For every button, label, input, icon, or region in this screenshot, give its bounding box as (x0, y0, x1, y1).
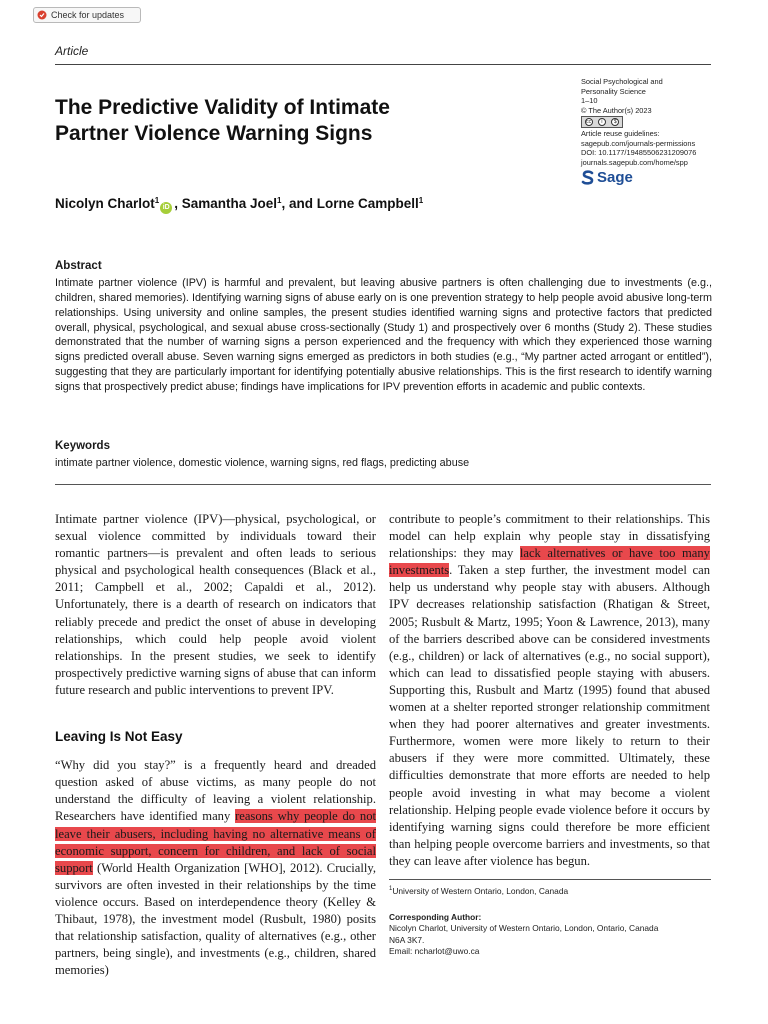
highlighted-text[interactable]: lack alternatives or have too many investments (389, 546, 710, 578)
journal-name-line-2: Personality Science (581, 86, 646, 96)
author-1-affil: 1 (154, 196, 160, 205)
noncommercial-icon: $ (611, 118, 619, 126)
abstract-divider (55, 484, 711, 485)
creative-commons-badge[interactable] (581, 116, 623, 128)
leaving-text-end: (World Health Organization [WHO], 2012). Crucially, survivors are often invested in their relationships by the time violence occurs. Based on interdependence theory (Kelley & Thibaut, 1978), the investment model (Rusbult, 1980) posits that relationship satisfaction, quality of alternatives (e.g., other partners, being single), and investments (e.g., children, shared memories) (55, 860, 376, 978)
body-column-right (389, 511, 710, 870)
corresponding-author-heading: Corresponding Author: (389, 912, 482, 923)
author-list (55, 196, 423, 214)
title-line-1: The Predictive Validity of Intimate (55, 96, 390, 119)
keywords-heading: Keywords (55, 440, 110, 452)
abstract-text: Intimate partner violence (IPV) is harmful and prevalent, but leaving abusive partners is often challenging due to investments (e.g., children, shared memories). Identifying warning signs of abuse early on is one prevention strategy to help people avoid abusive long-term relationships. Using university and online samples, the present studies identified warning signs and protective factors that predicted overall, physical, psychological, and sexual abuse cross-sectionally (Study 1) and prospectively over 6 months (Study 2). These studies demonstrated that the number of warning signs a person experienced and the frequency with which they experienced those warning signs predicted overall abuse. Seven warning signs emerged as predictors in both studies (e.g., “My partner acted arrogant or entitled”), suggesting that they are particularly important for identifying potentially abusive relationships. This is the first research to identify warning signs that prospectively predict abuse; findings have implications for IPV prevention efforts in academic and public contexts. (55, 277, 712, 393)
affiliation-note (389, 884, 711, 897)
investment-text-end: . Taken a step further, the investment model can help us understand why people stay with abusers. Although IPV decreases relationship satisfaction (Rhatigan & Street, 2005; Rusbult & Martz, 1995; Yoon & Lawrence, 2013), many of the barriers described above can be considered investments (e.g., children) or lack of alternatives (e.g., no social support), which can lead to dissatisfied people staying with abusers. Supporting this, Rusbult and Martz (1995) found that abused women at a shelter reported stronger relationship commitment when they had poorer alternatives and greater investments. Furthermore, women were more likely to return to their abusers if they were more committed. Ultimately, these difficulties demonstrate that more efforts are needed to help people avoid investing in what may become a violent relationship. Helping people evade violence before it occurs by identifying warning signs could therefore be more efficient than helping people overcome barriers and investments, so that they can leave after violence has begun. (389, 563, 710, 868)
investment-paragraph (389, 511, 710, 870)
abstract-heading: Abstract (55, 260, 102, 272)
journal-info (581, 77, 716, 185)
section-heading: Leaving Is Not Easy (55, 729, 183, 745)
cc-icon: cc (586, 119, 592, 125)
affiliation-text: University of Western Ontario, London, Canada (392, 886, 569, 896)
sage-s-icon (581, 170, 594, 185)
intro-paragraph: Intimate partner violence (IPV)—physical, psychological, or sexual violence committed by individuals toward their romantic partners—is prevalent and often leads to serious physical and psychological health consequences (Black et al., 2011; Campbell et al., 2002; Capaldi et al., 2012). Unfortunately, there is a dearth of research on indicators that reliably precede and predict the onset of abuse in developing relationships, which could help people avoid violent relationships. In the present studies, we seek to identify prospectively predictive warning signs of abuse that can inform future research and public interventions to prevent IPV. (55, 512, 376, 697)
top-divider (55, 64, 711, 65)
publisher-name: Sage (597, 168, 633, 186)
author-1[interactable]: Nicolyn Charlot (55, 196, 155, 211)
reuse-guidelines-link[interactable]: sagepub.com/journals-permissions (581, 138, 696, 148)
affiliation-number: 1 (389, 886, 393, 892)
author-3[interactable]: , and Lorne Campbell (281, 196, 419, 211)
investment-text-start: contribute to people’s commitment to their relationships. This model can help explain why people stay in dissatisfying relationships: they may (389, 512, 710, 561)
doi-link[interactable]: DOI: 10.1177/19485506231209076 (581, 148, 697, 157)
email-link[interactable]: Email: ncharlot@uwo.ca (389, 945, 480, 956)
body-column-left (55, 511, 376, 979)
attribution-icon: i (598, 118, 606, 126)
author-2[interactable]: , Samantha Joel (174, 196, 278, 211)
corresponding-author-line-2: N6A 3K7. (389, 934, 425, 945)
sage-logo (581, 170, 716, 185)
reuse-guidelines-label: Article reuse guidelines: (581, 129, 660, 138)
keywords-text: intimate partner violence, domestic violence, warning signs, red flags, predicting abuse (55, 457, 470, 469)
leaving-text-start: “Why did you stay?” is a frequently heard and dreaded question asked of abuse victims, as many people do not understand the difficulty of leaving a violent relationship. Researchers have identified many (55, 758, 376, 824)
article-title (55, 95, 555, 147)
corresponding-author-line-1: Nicolyn Charlot, University of Western Ontario, London, Ontario, Canada (389, 923, 659, 934)
journal-name-line-1: Social Psychological and (581, 77, 663, 86)
copyright: © The Author(s) 2023 (581, 105, 652, 115)
highlighted-text[interactable]: reasons why people do not leave their abusers, including having no alternative means of economic support, concern for children, and lack of social support (55, 809, 376, 875)
footnote-divider (389, 879, 711, 880)
journal-home-link[interactable]: journals.sagepub.com/home/spp (581, 157, 688, 167)
check-for-updates-button[interactable] (33, 7, 141, 23)
check-for-updates-label: Check for updates (51, 10, 125, 20)
footnotes (389, 884, 711, 957)
title-line-2: Partner Violence Warning Signs (55, 122, 373, 145)
author-2-affil: 1 (277, 196, 282, 205)
author-3-affil: 1 (418, 196, 424, 205)
orcid-icon[interactable]: iD (160, 202, 172, 214)
update-check-icon (37, 10, 47, 20)
page-range: 1–10 (581, 96, 598, 105)
article-type-label: Article (55, 44, 89, 58)
leaving-paragraph (55, 757, 376, 979)
